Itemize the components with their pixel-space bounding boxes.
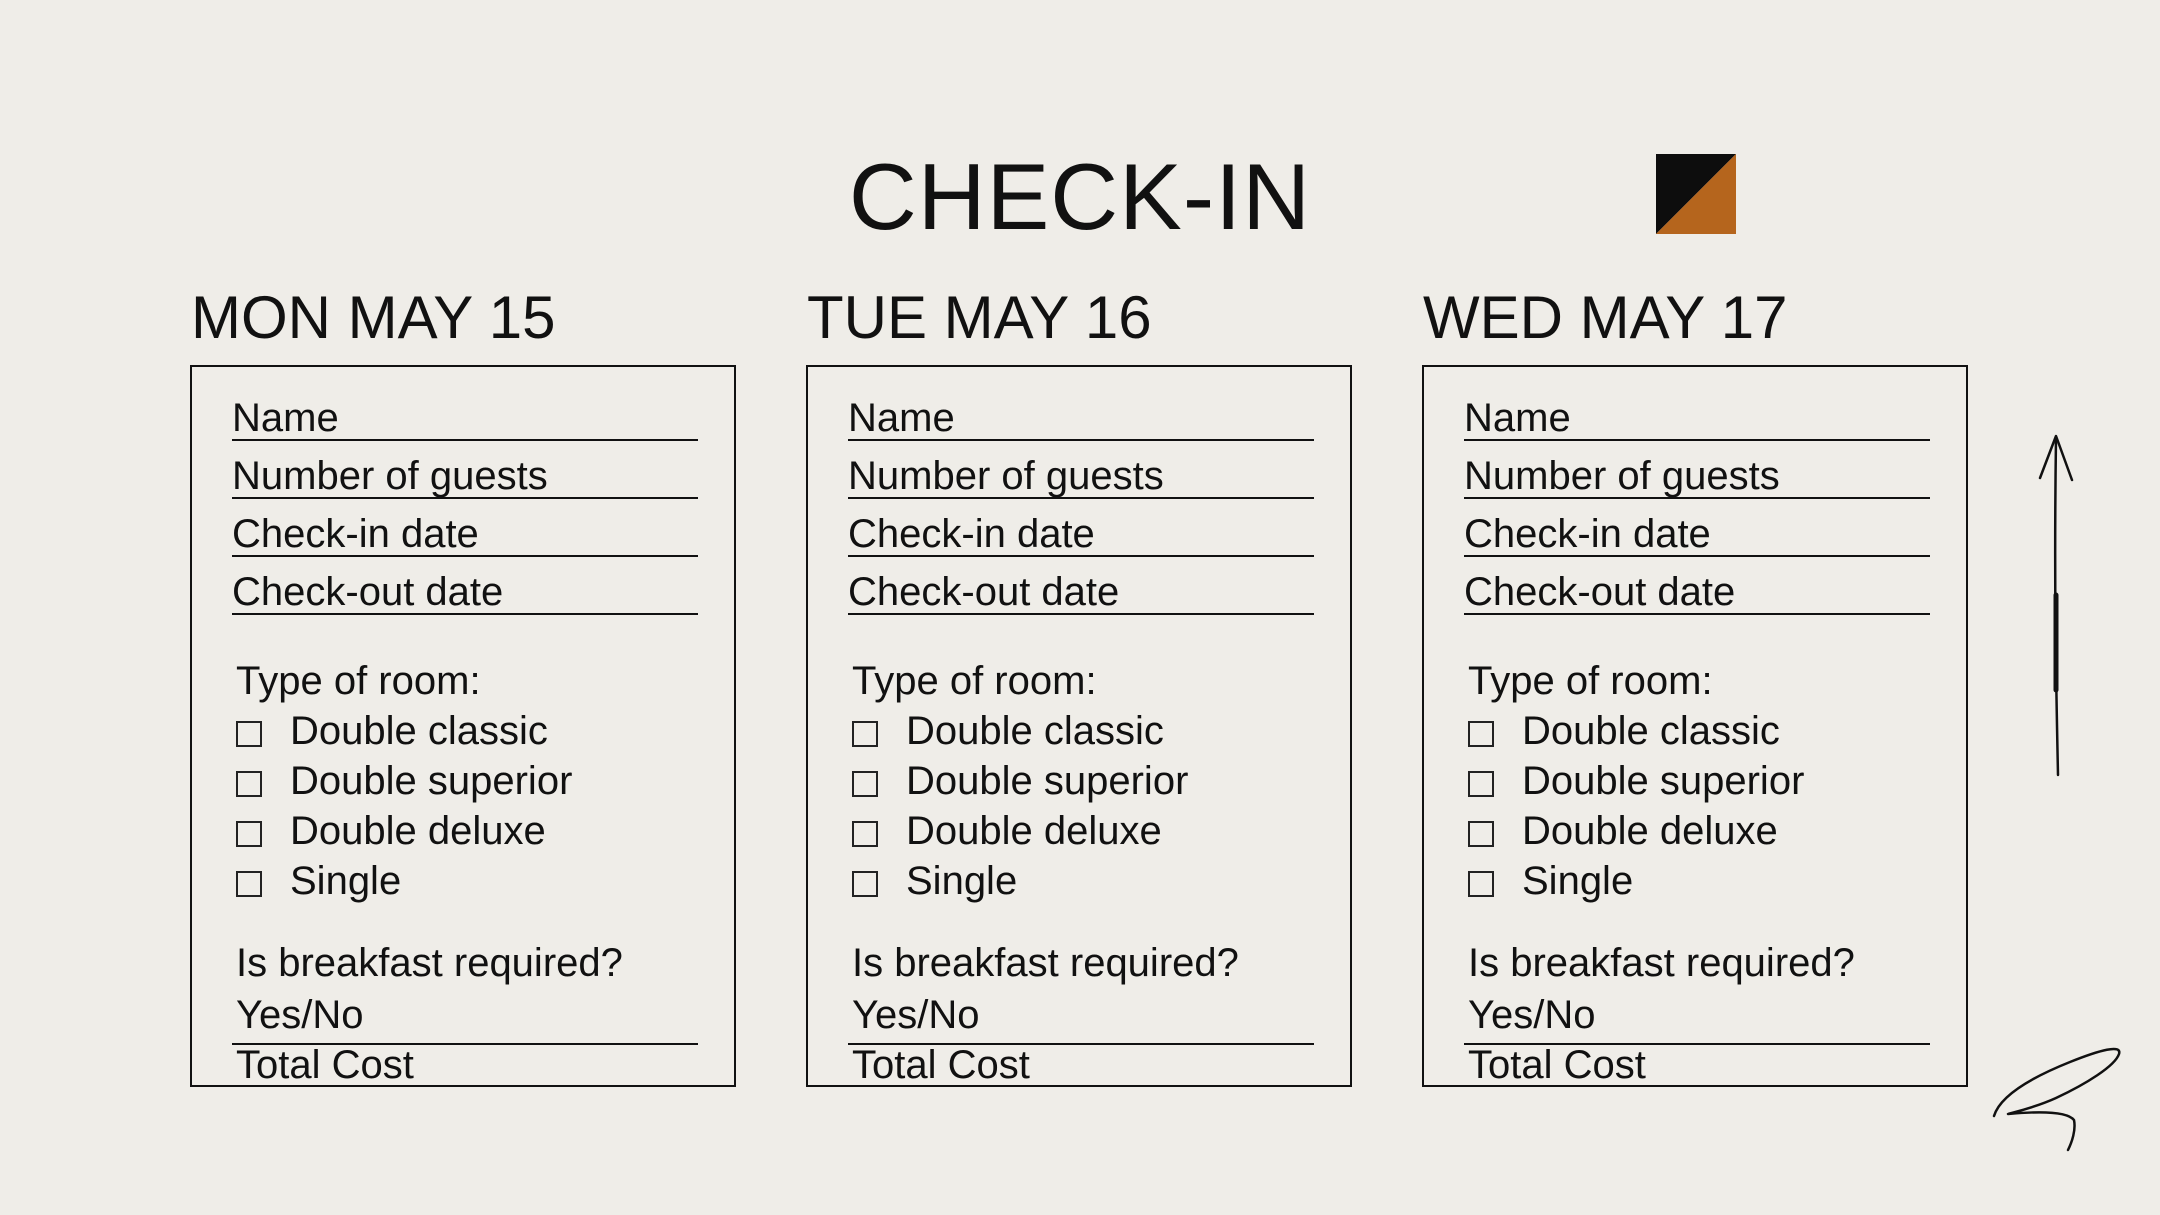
- room-option-label: Double superior: [1522, 759, 1805, 803]
- day-heading-tue: TUE MAY 16: [807, 284, 1152, 351]
- breakfast-question: Is breakfast required?: [1468, 941, 1855, 985]
- room-option-label: Double classic: [290, 709, 548, 753]
- room-option-label: Single: [290, 859, 402, 903]
- room-option-label: Double deluxe: [1522, 809, 1778, 853]
- checkbox[interactable]: [852, 821, 878, 847]
- room-option-label: Double superior: [906, 759, 1189, 803]
- checkbox[interactable]: [236, 771, 262, 797]
- checkbox[interactable]: [1468, 721, 1494, 747]
- name-field[interactable]: Name: [232, 397, 698, 441]
- name-field[interactable]: Name: [848, 397, 1314, 441]
- guests-field[interactable]: Number of guests: [848, 455, 1314, 499]
- breakfast-question: Is breakfast required?: [236, 941, 623, 985]
- room-type-label: Type of room:: [236, 659, 481, 703]
- arrow-up-icon: [2020, 430, 2080, 790]
- checkin-date-field[interactable]: Check-in date: [232, 513, 698, 557]
- checkbox[interactable]: [1468, 871, 1494, 897]
- day-heading-wed: WED MAY 17: [1423, 284, 1788, 351]
- logo-square-icon: [1656, 154, 1736, 234]
- total-cost-label: Total Cost: [1468, 1043, 1646, 1087]
- breakfast-answer[interactable]: Yes/No: [852, 993, 980, 1037]
- page-title: CHECK-IN: [848, 144, 1312, 249]
- guests-field[interactable]: Number of guests: [1464, 455, 1930, 499]
- room-option-label: Single: [1522, 859, 1634, 903]
- guests-field[interactable]: Number of guests: [232, 455, 698, 499]
- breakfast-question: Is breakfast required?: [852, 941, 1239, 985]
- squiggle-icon: [1990, 1040, 2130, 1160]
- checkbox[interactable]: [852, 871, 878, 897]
- checkbox[interactable]: [236, 821, 262, 847]
- checkin-date-field[interactable]: Check-in date: [848, 513, 1314, 557]
- checkin-card-wed: [1422, 365, 1968, 1087]
- room-type-label: Type of room:: [852, 659, 1097, 703]
- room-option-label: Single: [906, 859, 1018, 903]
- room-option-label: Double classic: [906, 709, 1164, 753]
- room-option-label: Double deluxe: [290, 809, 546, 853]
- breakfast-answer[interactable]: Yes/No: [1468, 993, 1596, 1037]
- checkbox[interactable]: [236, 721, 262, 747]
- room-option-label: Double classic: [1522, 709, 1780, 753]
- checkout-date-field[interactable]: Check-out date: [848, 571, 1314, 615]
- checkbox[interactable]: [852, 721, 878, 747]
- room-option-label: Double superior: [290, 759, 573, 803]
- checkbox[interactable]: [236, 871, 262, 897]
- checkout-date-field[interactable]: Check-out date: [232, 571, 698, 615]
- checkin-date-field[interactable]: Check-in date: [1464, 513, 1930, 557]
- checkin-card-tue: [806, 365, 1352, 1087]
- day-heading-mon: MON MAY 15: [191, 284, 556, 351]
- checkbox[interactable]: [852, 771, 878, 797]
- name-field[interactable]: Name: [1464, 397, 1930, 441]
- checkout-date-field[interactable]: Check-out date: [1464, 571, 1930, 615]
- checkbox[interactable]: [1468, 771, 1494, 797]
- checkin-card-mon: [190, 365, 736, 1087]
- room-type-label: Type of room:: [1468, 659, 1713, 703]
- total-cost-label: Total Cost: [852, 1043, 1030, 1087]
- breakfast-answer[interactable]: Yes/No: [236, 993, 364, 1037]
- checkbox[interactable]: [1468, 821, 1494, 847]
- room-option-label: Double deluxe: [906, 809, 1162, 853]
- total-cost-label: Total Cost: [236, 1043, 414, 1087]
